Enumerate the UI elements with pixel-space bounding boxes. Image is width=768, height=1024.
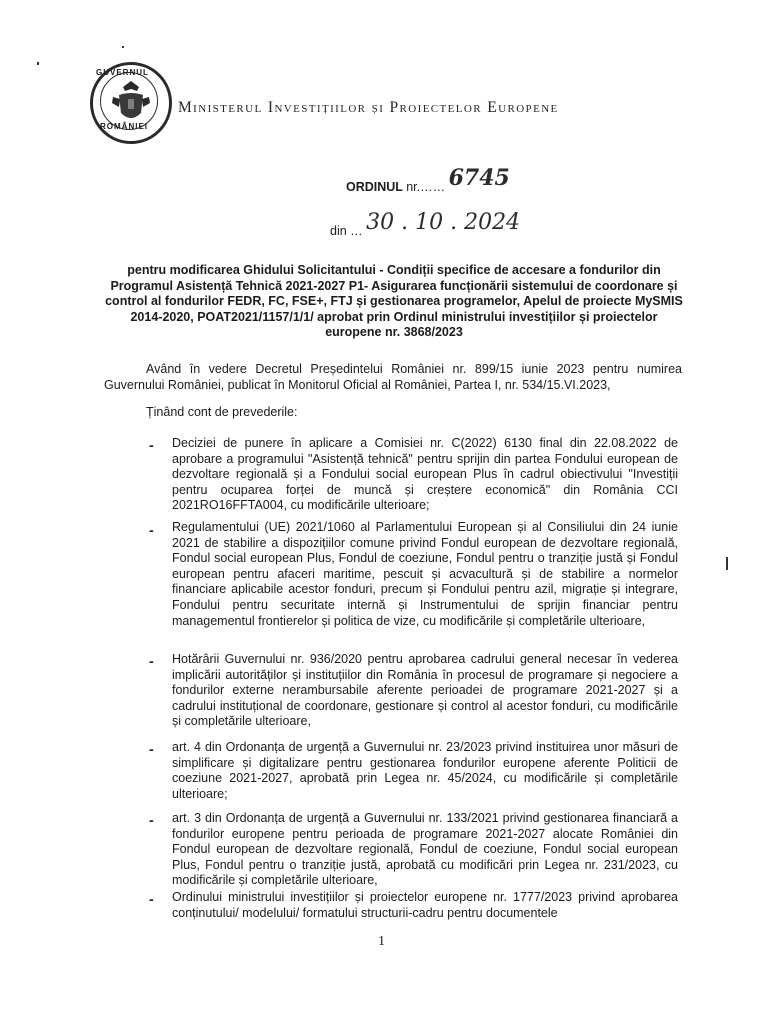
- bullet-mark: -: [149, 437, 154, 453]
- order-number-handwritten: 6745: [448, 165, 510, 191]
- order-date-line: din … 30 . 10 . 2024: [330, 210, 521, 238]
- bullet-mark: -: [149, 891, 154, 907]
- margin-mark: [726, 557, 728, 570]
- bullet-mark: -: [149, 741, 154, 757]
- page-number: 1: [378, 934, 385, 949]
- considering-heading: Ținând cont de prevederile:: [146, 405, 298, 419]
- list-item: art. 4 din Ordonanța de urgență a Guvernului nr. 23/2023 privind instituirea unor măsuri de simplificare și digitalizare pentru gestionarea fondurilor europene aferente Politicii de coeziune 2021-2027, aprobată prin Legea nr. 45/2024, cu modificările și completările ulterioare;: [172, 740, 678, 801]
- order-nr-label: nr.: [406, 180, 421, 194]
- list-item: Regulamentului (UE) 2021/1060 al Parlamentului European și al Consiliului din 24 iunie 2021 de stabilire a dispozițiilor comune privind Fondul european de dezvoltare regională, Fondul social european Plus, Fondul de coeziune, Fondul pentru o tranziție justă și Fondul european pentru afaceri maritime, pescuit și acvacultură și de stabilire a normelor financiare aplicabile acestor fonduri, precum și Fondului pentru azil, migrație și integrare, Fondului pentru securitate internă și Instrumentului de sprijin financiar pentru managementul frontierelor și politica de vize, cu modificările și completările ulterioare,: [172, 520, 678, 628]
- seal-text-top: GUVERNUL: [96, 68, 149, 77]
- bullet-mark: -: [149, 653, 154, 669]
- list-item: art. 3 din Ordonanța de urgență a Guvernului nr. 133/2021 privind gestionarea financiară a fondurilor europene pentru perioada de programare 2021-2027 alocate României din Fondul european de dezvoltare regională, Fondul de coeziune, Fondul social european Plus, Fondul pentru o tranziție justă, aprobată cu modificări prin Legea nr. 231/2023, cu modificările și completările ulterioare,: [172, 811, 678, 888]
- list-item: Hotărârii Guvernului nr. 936/2020 pentru aprobarea cadrului general necesar în vederea implicării autorităților și instituțiilor din România în procesul de programare și negociere a fondurilor externe nerambursabile aferente perioadei de programare 2021-2027 și a cadrului instituțional de coordonare, gestionare și control al acestor fonduri, cu modificările și completările ulterioare,: [172, 652, 678, 729]
- order-label: ORDINUL: [346, 180, 403, 194]
- order-date-handwritten: 30 . 10 . 2024: [366, 210, 521, 235]
- scan-speck: [37, 62, 39, 65]
- list-item: Ordinului ministrului investițiilor și proiectelor europene nr. 1777/2023 privind aprobarea conținutului/ modelului/ formatului structurii-cadru pentru documentele: [172, 890, 678, 920]
- date-label: din: [330, 224, 347, 238]
- scan-speck: [122, 46, 124, 48]
- order-number-line: [346, 165, 510, 197]
- preamble-paragraph: Având în vedere Decretul Președintelui României nr. 899/15 iunie 2023 pentru numirea Guvernului României, publicat în Monitorul Oficial al României, Partea I, nr. 534/15.VI.2023,: [104, 362, 682, 392]
- order-title: pentru modificarea Ghidului Solicitantului - Condiții specifice de accesare a fondurilor din Programul Asistență Tehnică 2021-2027 P1- Asigurarea funcționării sistemului de coordonare și control al fondurilor FEDR, FC, FSE+, FTJ și gestionarea programelor, Apelul de proiecte MySMIS 2014-2020, POAT2021/1157/1/1/ aprobat prin Ordinul ministrului investițiilor și proiectelor europene nr. 3868/2023: [105, 263, 683, 340]
- list-item: Deciziei de punere în aplicare a Comisiei nr. C(2022) 6130 final din 22.08.2022 de aprobare a programului "Asistență tehnică" pentru sprijin din partea Fondului european de dezvoltare regională și a Fondului social european Plus în cadrul obiectivului "Investiții pentru ocuparea forței de muncă și creștere economică" din România CCI 2021RO16FFTA004, cu modificările ulterioare;: [172, 436, 678, 513]
- order-nr-dots: ……: [420, 180, 446, 194]
- bullet-mark: -: [149, 812, 154, 828]
- seal-text-bottom: ROMÂNIEI: [100, 122, 148, 131]
- bullet-mark: -: [149, 522, 154, 538]
- ministry-name: Ministerul Investițiilor și Proiectelor Europene: [178, 99, 559, 116]
